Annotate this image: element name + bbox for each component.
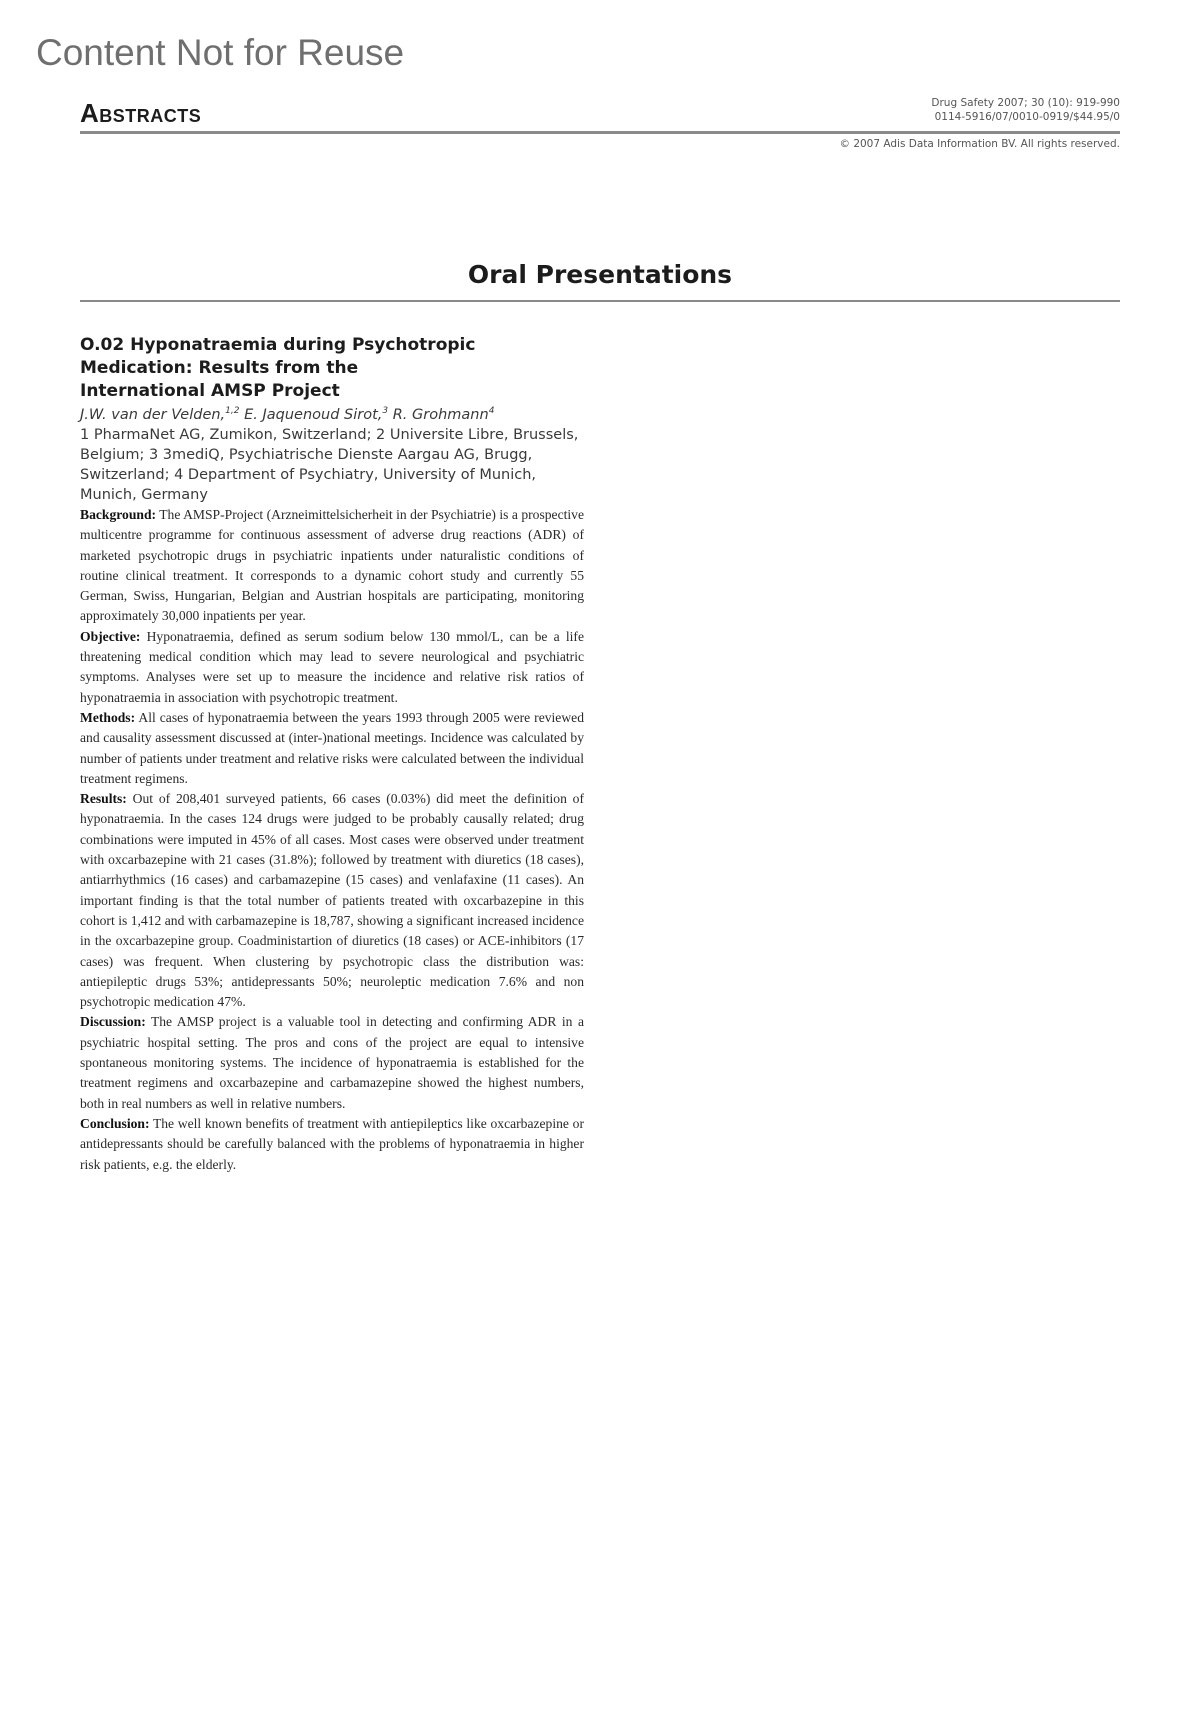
section-text: All cases of hyponatraemia between the years 1993 through 2005 were reviewed and causality assessment discussed at (inter-)national meetings. Incidence was calculated by number of patients under treatment and relative risks were calculated between the individual treatment regimens. — [80, 709, 584, 786]
page-title: Oral Presentations — [467, 260, 733, 289]
author-name: E. Jaquenoud Sirot, — [239, 407, 383, 423]
abstract-title: O.02 Hyponatraemia during Psychotropic Medication: Results from the International AMSP Project — [80, 335, 476, 401]
section-heading: Results: — [80, 791, 127, 807]
section-text: The well known benefits of treatment with antiepileptics like oxcarbazepine or antidepressants should be carefully balanced with the problems of hyponatraemia in higher risk patients, e.g. the elderly. — [80, 1115, 584, 1172]
section-text: Hyponatraemia, defined as serum sodium below 130 mmol/L, can be a life threatening medical condition which may lead to severe neurological and psychiatric symptoms. Analyses were set up to measure the incidence and relative risk ratios of hyponatraemia in association with psychotropic treatment. — [80, 628, 584, 705]
section-heading: Discussion: — [80, 1014, 146, 1030]
author-affiliation-mark: 3 — [382, 406, 389, 417]
author-name: J.W. van der Velden, — [80, 407, 226, 423]
section-text: The AMSP-Project (Arzneimittelsicherheit in der Psychiatrie) is a prospective multicentre programme for continuous assessment of adverse drug reactions (ADR) of marketed psychotropic drugs in psychiatric inpatients under naturalistic conditions of routine clinical treatment. It corresponds to a dynamic cohort study and currently 55 German, Swiss, Hungarian, Belgian and Austrian hospitals are participating, monitoring approximately 30,000 inpatients per year. — [80, 507, 584, 624]
author-affiliation-mark: 4 — [488, 406, 495, 417]
copyright-notice: © 2007 Adis Data Information BV. All rights reserved. — [839, 138, 1120, 150]
methods-paragraph — [80, 708, 584, 789]
author-list — [80, 405, 584, 425]
section-heading: Objective: — [80, 628, 141, 644]
author-affiliation-mark: 1,2 — [225, 406, 240, 417]
section-heading: Conclusion: — [80, 1115, 150, 1131]
objective-paragraph — [80, 627, 584, 708]
abstract — [80, 334, 584, 1175]
section-text: Out of 208,401 surveyed patients, 66 cases (0.03%) did meet the definition of hyponatraemia. In the cases 124 drugs were judged to be probably causally related; drug combinations were imputed in 45% of all cases. Most cases were observed under treatment with oxcarbazepine with 21 cases (31.8%); followed by treatment with diuretics (18 cases), antiarrhythmics (16 cases) and carbamazepine (15 cases) and venlafaxine (11 cases). An important finding is that the total number of patients treated with oxcarbazepine in this cohort is 1,412 and with carbamazepine is 18,787, showing a significant increased incidence in the oxcarbazepine group. Coadministartion of diuretics (18 cases) or ACE-inhibitors (17 cases) was frequent. When clustering by psychotropic class the distribution was: antiepileptic drugs 53%; antidepressants 50%; neuroleptic medication 7.6% and non psychotropic medication 47%. — [80, 791, 584, 1010]
background-paragraph — [80, 505, 584, 627]
watermark: Content Not for Reuse — [36, 32, 405, 73]
section-heading: Background: — [80, 507, 157, 522]
section-label: Abstracts — [80, 98, 202, 128]
section-heading: Methods: — [80, 709, 136, 725]
conclusion-paragraph — [80, 1114, 584, 1175]
journal-line-2: 0114-5916/07/0010-0919/$44.95/0 — [934, 111, 1120, 123]
section-text: The AMSP project is a valuable tool in detecting and confirming ADR in a psychiatric hospital setting. The pros and cons of the project are equal to intensive spontaneous monitoring systems. The incidence of hyponatraemia is established for the treatment regimens and oxcarbazepine and carbamazepine showed the highest numbers, both in real numbers as well in relative numbers. — [80, 1014, 584, 1111]
title-divider — [80, 300, 1120, 302]
header-divider — [80, 131, 1120, 134]
journal-line-1: Drug Safety 2007; 30 (10): 919-990 — [931, 97, 1120, 109]
journal-citation — [931, 96, 1120, 124]
author-name: R. Grohmann — [388, 407, 489, 423]
results-paragraph — [80, 789, 584, 1012]
discussion-paragraph — [80, 1012, 584, 1113]
affiliations: 1 PharmaNet AG, Zumikon, Switzerland; 2 Universite Libre, Brussels, Belgium; 3 3mediQ, Psychiatrische Dienste Aargau AG, Brugg, Switzerland; 4 Department of Psychiatry, University of Munich, Munich, Germany — [80, 427, 579, 503]
